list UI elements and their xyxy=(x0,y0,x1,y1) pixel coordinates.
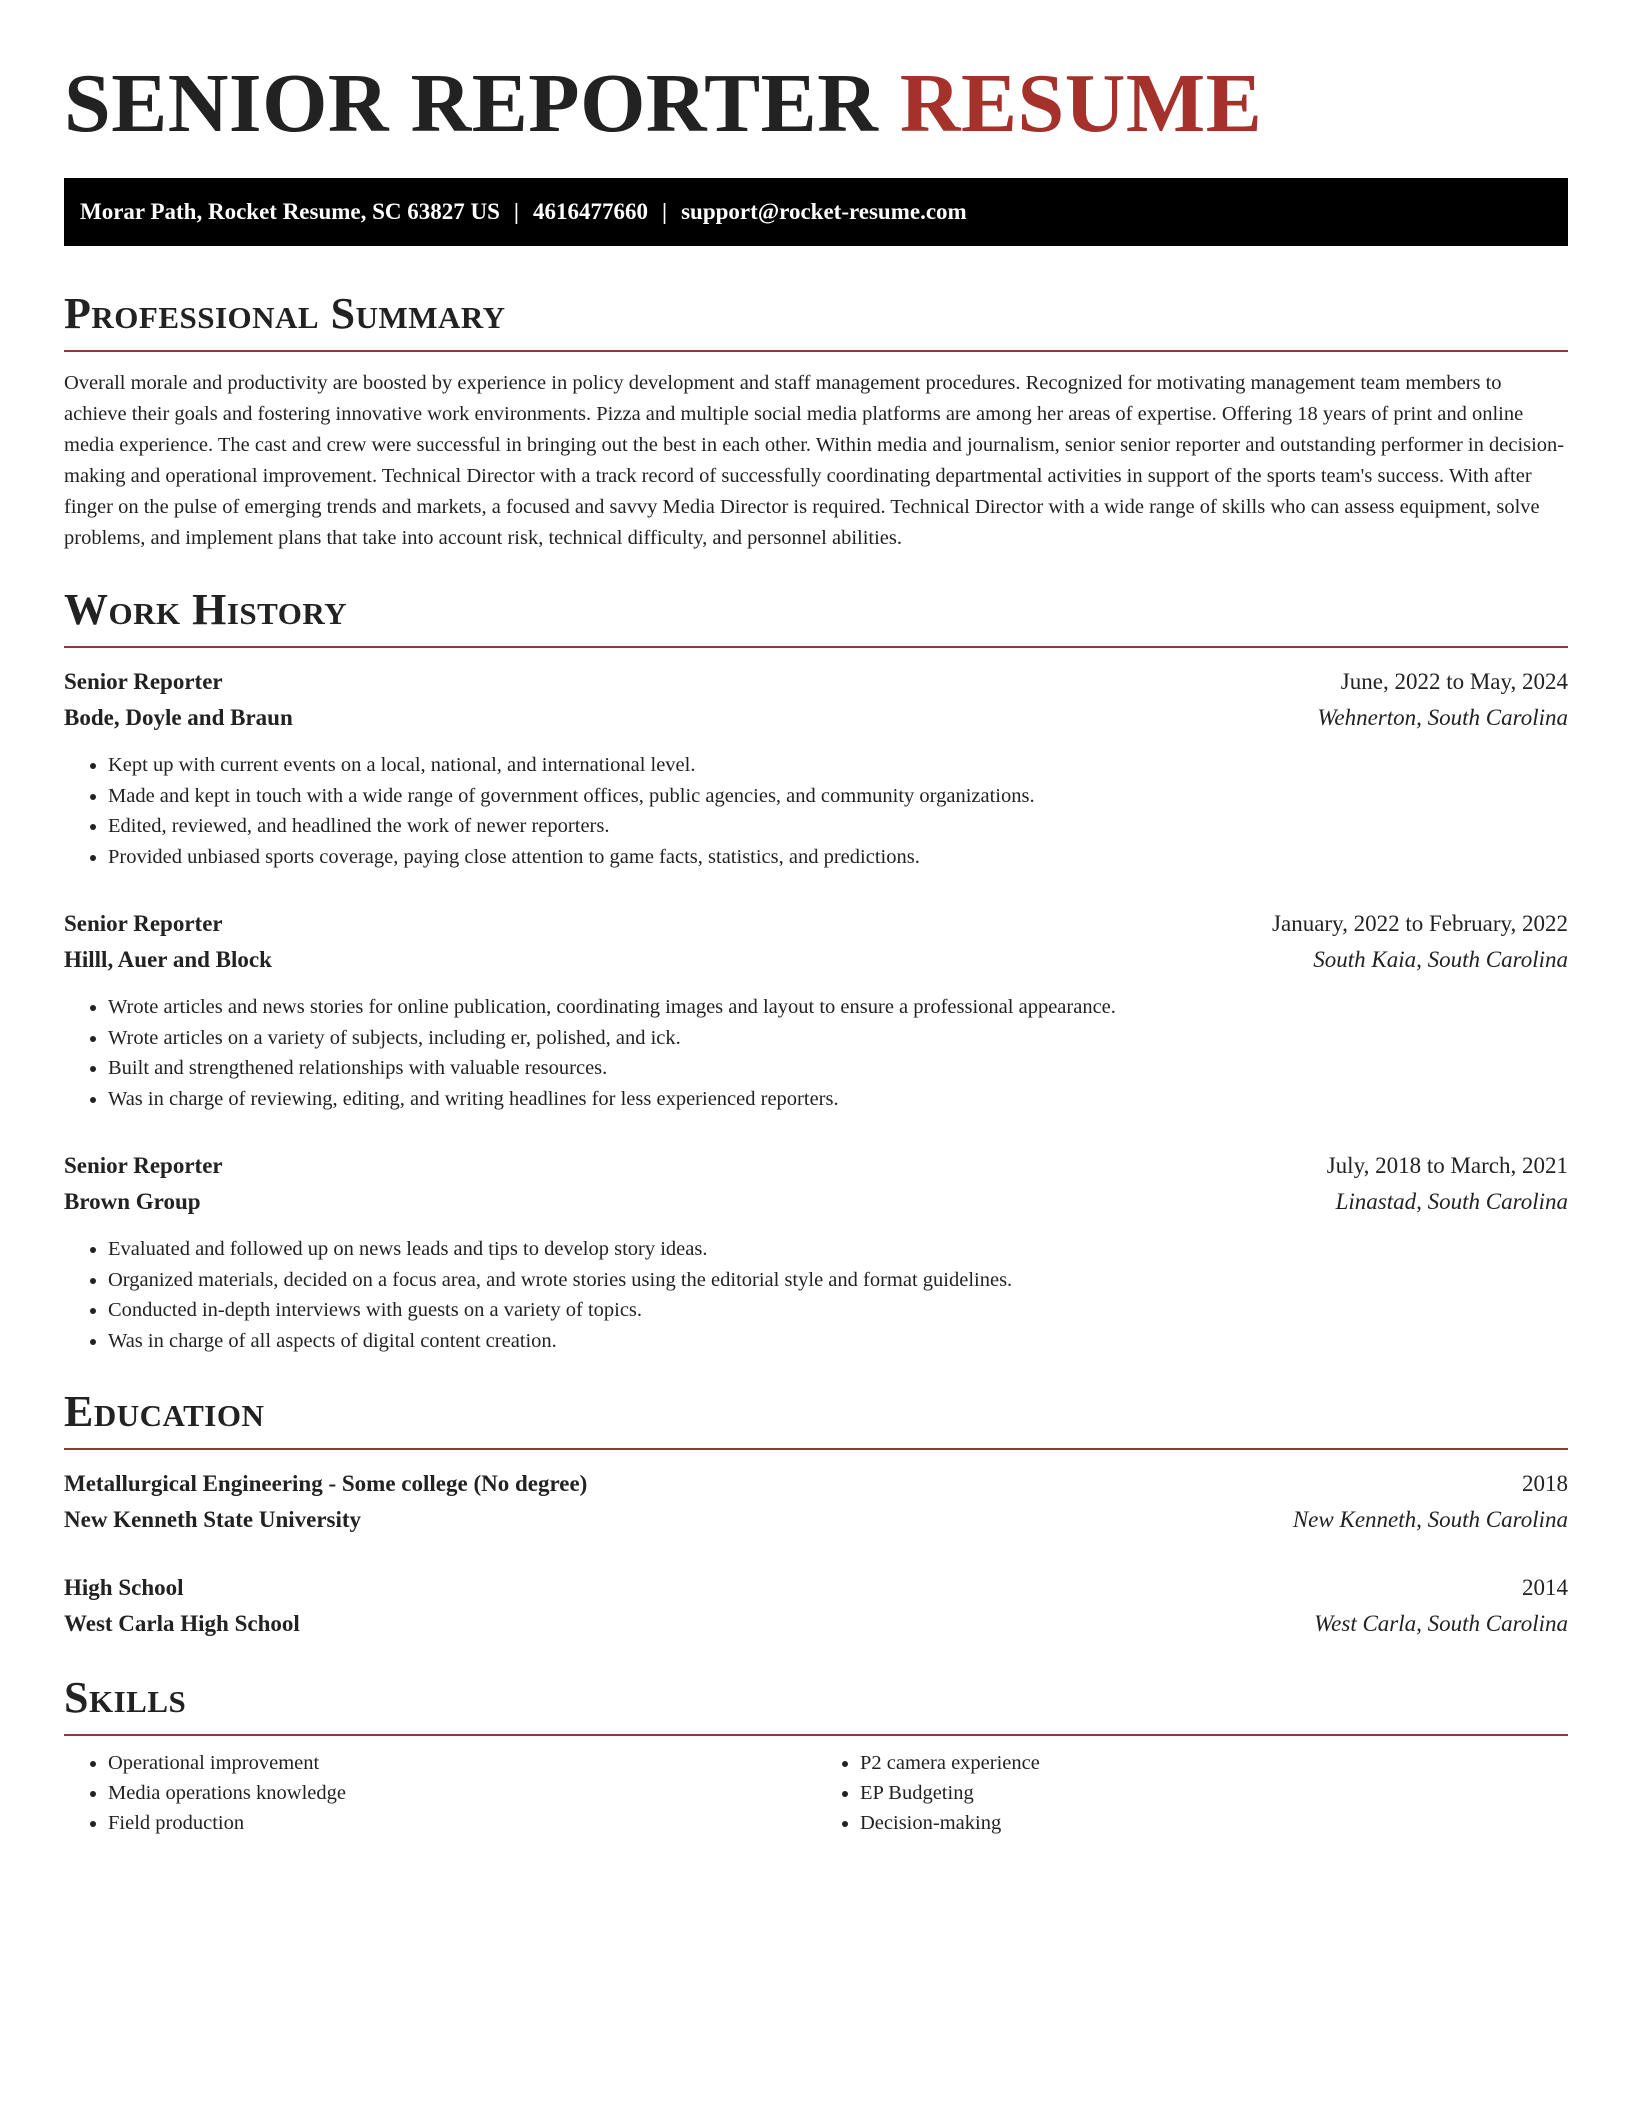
resume-title-main: SENIOR REPORTER xyxy=(64,57,879,150)
education-section xyxy=(64,1384,1568,1642)
education-school: West Carla High School xyxy=(64,1611,300,1636)
skill-item: • Field production xyxy=(108,1808,816,1838)
job-bullet: • Built and strengthened relationships with valuable resources. xyxy=(108,1053,1568,1084)
resume-title-accent: RESUME xyxy=(899,57,1263,150)
job-bullet: • Organized materials, decided on a focus area, and wrote stories using the editorial style and format guidelines. xyxy=(108,1265,1568,1296)
education-location: West Carla, South Carolina xyxy=(1314,1611,1568,1636)
contact-bar xyxy=(64,178,1568,246)
skill-item: • Decision-making xyxy=(860,1808,1568,1838)
job-bullet: • Provided unbiased sports coverage, paying close attention to game facts, statistics, and predictions. xyxy=(108,842,1568,873)
education-entry xyxy=(64,1570,1568,1642)
skills-grid xyxy=(64,1748,1568,1838)
contact-phone: 4616477660 xyxy=(533,199,648,224)
contact-separator: | xyxy=(513,199,519,224)
job-bullet: • Made and kept in touch with a wide range of government offices, public agencies, and community organizations. xyxy=(108,781,1568,812)
contact-address: Morar Path, Rocket Resume, SC 63827 US xyxy=(80,199,500,224)
job-bullets xyxy=(64,1234,1568,1356)
section-divider xyxy=(64,1448,1568,1450)
job-location: Wehnerton, South Carolina xyxy=(1317,705,1568,730)
job-bullet: • Edited, reviewed, and headlined the work of newer reporters. xyxy=(108,811,1568,842)
job-entry xyxy=(64,1148,1568,1356)
job-location: Linastad, South Carolina xyxy=(1335,1189,1568,1214)
work-history-heading: Work History xyxy=(64,585,348,634)
work-history-section xyxy=(64,582,1568,1356)
contact-email: support@rocket-resume.com xyxy=(681,199,967,224)
contact-separator: | xyxy=(662,199,668,224)
education-degree: High School xyxy=(64,1575,184,1600)
education-degree: Metallurgical Engineering - Some college (No degree) xyxy=(64,1471,588,1496)
job-bullets xyxy=(64,992,1568,1114)
job-title: Senior Reporter xyxy=(64,1153,223,1178)
resume-title xyxy=(64,0,1568,152)
education-location: New Kenneth, South Carolina xyxy=(1292,1507,1568,1532)
education-heading: Education xyxy=(64,1387,265,1436)
job-entry xyxy=(64,906,1568,1114)
job-location: South Kaia, South Carolina xyxy=(1313,947,1568,972)
skill-item: • EP Budgeting xyxy=(860,1778,1568,1808)
section-divider xyxy=(64,350,1568,352)
skill-item: • Operational improvement xyxy=(108,1748,816,1778)
education-entry xyxy=(64,1466,1568,1538)
summary-section xyxy=(64,286,1568,554)
job-company: Bode, Doyle and Braun xyxy=(64,705,293,730)
job-bullet: • Evaluated and followed up on news leads and tips to develop story ideas. xyxy=(108,1234,1568,1265)
skills-column-left xyxy=(64,1748,816,1838)
job-bullets xyxy=(64,750,1568,872)
job-bullet: • Conducted in-depth interviews with guests on a variety of topics. xyxy=(108,1295,1568,1326)
education-year: 2014 xyxy=(1522,1575,1568,1600)
job-bullet: • Was in charge of all aspects of digital content creation. xyxy=(108,1326,1568,1357)
job-bullet: • Wrote articles and news stories for online publication, coordinating images and layout to ensure a professional appearance. xyxy=(108,992,1568,1023)
education-school: New Kenneth State University xyxy=(64,1507,362,1532)
job-entry xyxy=(64,664,1568,872)
job-bullet: • Kept up with current events on a local, national, and international level. xyxy=(108,750,1568,781)
skill-item: • P2 camera experience xyxy=(860,1748,1568,1778)
job-bullet: • Was in charge of reviewing, editing, and writing headlines for less experienced reporters. xyxy=(108,1084,1568,1115)
education-year: 2018 xyxy=(1522,1471,1568,1496)
skills-heading: Skills xyxy=(64,1673,187,1722)
skills-section xyxy=(64,1670,1568,1838)
job-company: Brown Group xyxy=(64,1189,201,1214)
job-title: Senior Reporter xyxy=(64,669,223,694)
section-divider xyxy=(64,1734,1568,1736)
job-dates: July, 2018 to March, 2021 xyxy=(1326,1153,1568,1178)
section-divider xyxy=(64,646,1568,648)
job-title: Senior Reporter xyxy=(64,911,223,936)
job-bullet: • Wrote articles on a variety of subjects, including er, polished, and ick. xyxy=(108,1023,1568,1054)
skill-item: • Media operations knowledge xyxy=(108,1778,816,1808)
job-dates: January, 2022 to February, 2022 xyxy=(1272,911,1568,936)
skills-column-right xyxy=(816,1748,1568,1838)
summary-text: Overall morale and productivity are boosted by experience in policy development and staff management procedures. Recognized for motivating management team members to achieve their goals and fostering innovative work environments. Pizza and multiple social media platforms are among her areas of expertise. Offering 18 years of print and online media experience. The cast and crew were successful in bringing out the best in each other. Within media and journalism, senior senior reporter and outstanding performer in decision-making and operational improvement. Technical Director with a track record of successfully coordinating departmental activities in support of the sports team's success. With after finger on the pulse of emerging trends and markets, a focused and savvy Media Director is required. Technical Director with a wide range of skills who can assess equipment, solve problems, and implement plans that take into account risk, technical difficulty, and personnel abilities. xyxy=(64,372,1565,549)
summary-heading: Professional Summary xyxy=(64,289,506,338)
job-dates: June, 2022 to May, 2024 xyxy=(1340,669,1568,694)
job-company: Hilll, Auer and Block xyxy=(64,947,272,972)
